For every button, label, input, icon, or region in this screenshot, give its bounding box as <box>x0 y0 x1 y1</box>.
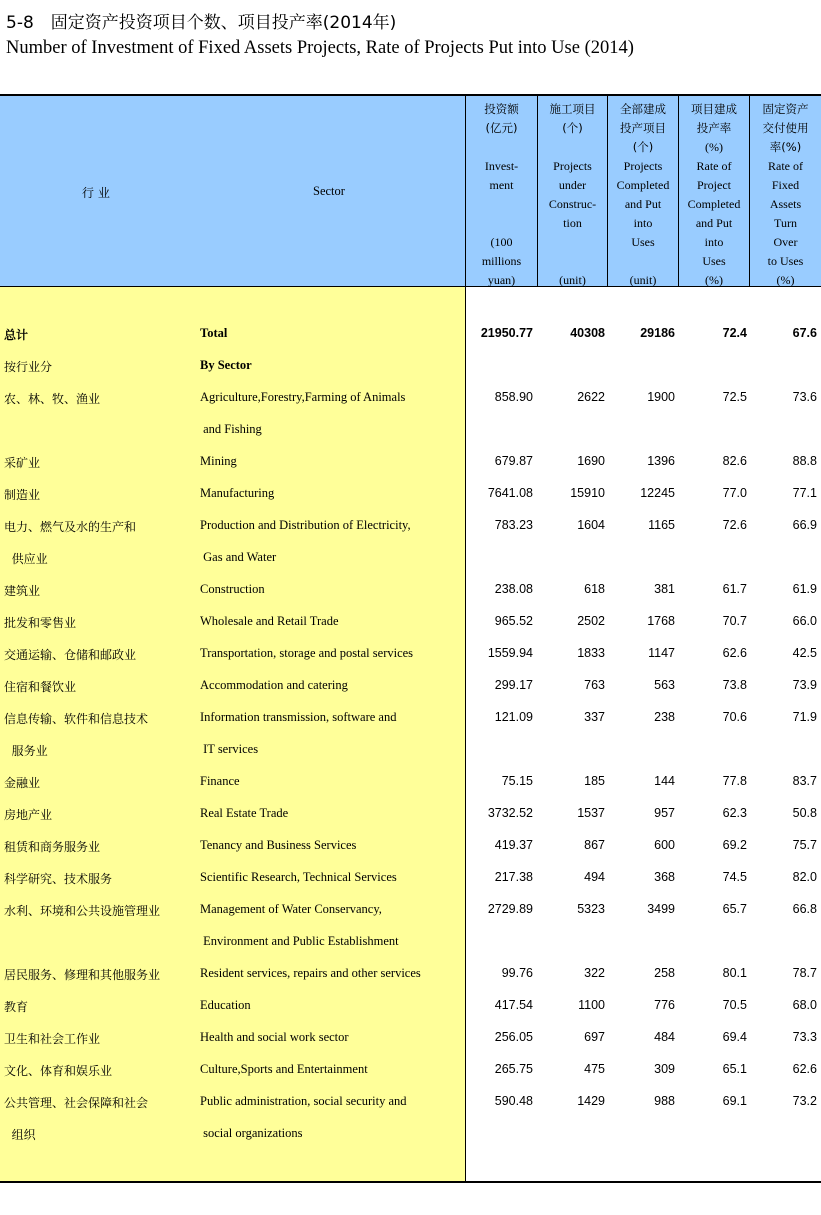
sector-name-chinese: 总计 <box>4 328 29 342</box>
projects-completed-value: 600 <box>654 838 675 852</box>
projects-completed-value: 12245 <box>640 486 675 500</box>
investment-value: 1559.94 <box>487 646 533 660</box>
investment-value: 419.37 <box>494 838 533 852</box>
column-header-line: into <box>704 235 724 249</box>
turnover-rate-value: 50.8 <box>792 806 817 820</box>
projects-under-construction-value: 475 <box>584 1062 605 1076</box>
investment-value: 75.15 <box>501 774 533 788</box>
sector-name-english: Education <box>200 998 251 1012</box>
investment-value: 417.54 <box>494 998 533 1012</box>
completion-rate-value: 61.7 <box>722 582 747 596</box>
projects-completed-value: 3499 <box>647 902 675 916</box>
completion-rate-value: 72.5 <box>722 390 747 404</box>
sector-name-chinese: 供应业 <box>4 552 48 566</box>
turnover-rate-value: 88.8 <box>792 454 817 468</box>
table-row <box>0 670 821 702</box>
sector-name-english: IT services <box>200 742 259 756</box>
column-header-line: to Uses <box>767 254 804 268</box>
sector-name-english: By Sector <box>200 358 252 372</box>
sector-name-english: Agriculture,Forestry,Farming of Animals <box>200 390 406 404</box>
header-sector-english: Sector <box>313 184 345 198</box>
projects-completed-value: 238 <box>654 710 675 724</box>
table-row <box>0 478 821 510</box>
projects-completed-value: 381 <box>654 582 675 596</box>
column-header-line: Invest- <box>484 159 519 173</box>
projects-under-construction-value: 1100 <box>578 998 605 1012</box>
projects-under-construction-value: 1537 <box>577 806 605 820</box>
projects-under-construction-value: 337 <box>584 710 605 724</box>
column-header-line: Fixed <box>771 178 800 192</box>
column-header-line: (unit) <box>629 273 657 287</box>
investment-value: 7641.08 <box>487 486 533 500</box>
column-header-line: Turn <box>774 216 797 230</box>
column-header-line: Completed <box>616 178 670 192</box>
investment-value: 238.08 <box>494 582 533 596</box>
turnover-rate-value: 66.0 <box>792 614 817 628</box>
column-header-line: 全部建成 <box>620 102 666 116</box>
column-header-line: tion <box>563 216 582 230</box>
completion-rate-value: 65.7 <box>722 902 747 916</box>
column-header-line: Construc- <box>548 197 597 211</box>
table-row <box>0 574 821 606</box>
column-header-line: (unit) <box>559 273 586 287</box>
column-header-line <box>466 214 537 233</box>
page-title-english: Number of Investment of Fixed Assets Projects, Rate of Projects Put into Use (2014) <box>6 38 634 58</box>
investment-value: 256.05 <box>494 1030 533 1044</box>
sector-name-english: social organizations <box>200 1126 303 1140</box>
completion-rate-value: 73.8 <box>722 678 747 692</box>
column-header-line: and Put <box>695 216 733 230</box>
column-header-line: (%) <box>776 273 795 287</box>
investment-value: 2729.89 <box>487 902 533 916</box>
sector-name-chinese: 电力、燃气及水的生产和 <box>4 520 137 534</box>
projects-under-construction-value: 618 <box>584 582 605 596</box>
table-row <box>0 446 821 478</box>
sector-name-chinese: 制造业 <box>4 488 41 502</box>
sector-name-chinese: 信息传输、软件和信息技术 <box>4 712 149 726</box>
table-row <box>0 958 821 990</box>
turnover-rate-value: 62.6 <box>792 1062 817 1076</box>
completion-rate-value: 70.6 <box>722 710 747 724</box>
table-row <box>0 894 821 926</box>
sector-name-english: Transportation, storage and postal services <box>200 646 414 660</box>
projects-under-construction-value: 494 <box>584 870 605 884</box>
projects-completed-value: 1165 <box>648 518 675 532</box>
projects-completed-value: 1768 <box>647 614 675 628</box>
sector-name-chinese: 水利、环境和公共设施管理业 <box>4 904 161 918</box>
turnover-rate-value: 83.7 <box>792 774 817 788</box>
projects-under-construction-value: 1690 <box>577 454 605 468</box>
table-row <box>0 830 821 862</box>
investment-value: 21950.77 <box>480 326 533 340</box>
projects-under-construction-value: 5323 <box>577 902 605 916</box>
turnover-rate-value: 68.0 <box>792 998 817 1012</box>
investment-value: 99.76 <box>501 966 533 980</box>
column-header-line: Assets <box>769 197 802 211</box>
completion-rate-value: 74.5 <box>722 870 747 884</box>
sector-name-english: Culture,Sports and Entertainment <box>200 1062 368 1076</box>
column-header-line: 投资额 <box>484 102 519 116</box>
table-row <box>0 926 821 958</box>
turnover-rate-value: 73.9 <box>792 678 817 692</box>
table-row <box>0 318 821 350</box>
projects-under-construction-value: 763 <box>584 678 605 692</box>
sector-name-english: Construction <box>200 582 265 596</box>
sector-name-chinese: 科学研究、技术服务 <box>4 872 113 886</box>
projects-under-construction-value: 40308 <box>570 326 605 340</box>
table-row <box>0 382 821 414</box>
completion-rate-value: 77.0 <box>722 486 747 500</box>
projects-under-construction-value: 1833 <box>577 646 605 660</box>
column-header-line: under <box>558 178 587 192</box>
sector-name-chinese: 公共管理、社会保障和社会 <box>4 1096 149 1110</box>
investment-value: 858.90 <box>494 390 533 404</box>
column-header-line: 固定资产 <box>762 102 809 116</box>
column-header-line: 交付使用 <box>762 121 809 135</box>
column-header-line: ment <box>489 178 514 192</box>
turnover-rate-value: 67.6 <box>792 326 817 340</box>
column-header-line: Project <box>697 178 731 192</box>
sector-name-chinese: 采矿业 <box>4 456 41 470</box>
turnover-rate-value: 73.2 <box>792 1094 817 1108</box>
table-row <box>0 990 821 1022</box>
table-row <box>0 734 821 766</box>
table-row <box>0 798 821 830</box>
projects-completed-value: 484 <box>654 1030 675 1044</box>
column-header-line: millions <box>481 254 522 268</box>
column-header <box>679 100 749 290</box>
column-header-line: Uses <box>631 235 655 249</box>
table-row <box>0 638 821 670</box>
sector-name-english: Mining <box>200 454 237 468</box>
page-title-chinese: 5-8 固定资产投资项目个数、项目投产率(2014年) <box>6 13 397 33</box>
turnover-rate-value: 61.9 <box>792 582 817 596</box>
completion-rate-value: 72.6 <box>722 518 747 532</box>
sector-name-chinese: 批发和零售业 <box>4 616 77 630</box>
sector-name-english: Scientific Research, Technical Services <box>200 870 397 884</box>
column-header-line: 项目建成 <box>691 102 737 116</box>
completion-rate-value: 69.1 <box>722 1094 747 1108</box>
sector-name-chinese: 卫生和社会工作业 <box>4 1032 101 1046</box>
column-header-line: 投产项目 <box>620 121 666 135</box>
investment-value: 217.38 <box>494 870 533 884</box>
column-header-line: Rate of <box>696 159 732 173</box>
projects-under-construction-value: 867 <box>584 838 605 852</box>
investment-value: 265.75 <box>494 1062 533 1076</box>
projects-under-construction-value: 2502 <box>577 614 605 628</box>
turnover-rate-value: 73.3 <box>792 1030 817 1044</box>
projects-under-construction-value: 697 <box>584 1030 605 1044</box>
table-row <box>0 1054 821 1086</box>
table-row <box>0 766 821 798</box>
projects-under-construction-value: 2622 <box>577 390 605 404</box>
sector-name-english: Accommodation and catering <box>200 678 348 692</box>
column-header-line: Projects <box>623 159 663 173</box>
turnover-rate-value: 78.7 <box>792 966 817 980</box>
completion-rate-value: 69.2 <box>722 838 747 852</box>
column-header-line: and Put <box>624 197 662 211</box>
table-row <box>0 1022 821 1054</box>
column-header-line: Over <box>773 235 798 249</box>
sector-name-english: Resident services, repairs and other services <box>200 966 421 980</box>
completion-rate-value: 80.1 <box>722 966 747 980</box>
turnover-rate-value: 71.9 <box>792 710 817 724</box>
column-header-line: (亿元) <box>485 121 518 135</box>
projects-under-construction-value: 1429 <box>577 1094 605 1108</box>
column-header-line: Rate of <box>768 159 803 173</box>
table-row <box>0 350 821 382</box>
sector-name-chinese: 按行业分 <box>4 360 53 374</box>
sector-name-chinese: 金融业 <box>4 776 41 790</box>
column-header-line: Projects <box>553 159 592 173</box>
projects-under-construction-value: 15910 <box>570 486 605 500</box>
column-header-line <box>538 233 607 252</box>
column-header-line: 率(%) <box>769 140 802 154</box>
investment-value: 679.87 <box>494 454 533 468</box>
investment-value: 3732.52 <box>487 806 533 820</box>
column-header-line <box>538 252 607 271</box>
column-header-line: (100 <box>490 235 513 249</box>
projects-completed-value: 776 <box>654 998 675 1012</box>
sector-name-chinese: 服务业 <box>4 744 48 758</box>
table-row <box>0 414 821 446</box>
sector-name-english: Real Estate Trade <box>200 806 289 820</box>
column-header-line: (个) <box>562 121 583 135</box>
data-table-body <box>0 318 821 1150</box>
completion-rate-value: 62.3 <box>722 806 747 820</box>
header-sector-chinese: 行 业 <box>82 186 110 200</box>
column-header-line: (%) <box>705 140 723 154</box>
sector-name-english: Management of Water Conservancy, <box>200 902 382 916</box>
completion-rate-value: 77.8 <box>722 774 747 788</box>
sector-name-english: Finance <box>200 774 240 788</box>
completion-rate-value: 62.6 <box>722 646 747 660</box>
investment-value: 590.48 <box>494 1094 533 1108</box>
sector-name-chinese: 文化、体育和娱乐业 <box>4 1064 113 1078</box>
turnover-rate-value: 82.0 <box>792 870 817 884</box>
sector-name-english: Gas and Water <box>200 550 277 564</box>
sector-name-english: Environment and Public Establishment <box>200 934 399 948</box>
table-bottom-rule <box>0 1181 821 1183</box>
sector-name-english: Production and Distribution of Electricity, <box>200 518 411 532</box>
column-header-line: Uses <box>702 254 726 268</box>
column-header-line: into <box>633 216 653 230</box>
table-row <box>0 702 821 734</box>
sector-name-english: Manufacturing <box>200 486 275 500</box>
projects-under-construction-value: 1604 <box>577 518 605 532</box>
turnover-rate-value: 77.1 <box>792 486 817 500</box>
completion-rate-value: 65.1 <box>722 1062 747 1076</box>
table-row <box>0 542 821 574</box>
sector-name-chinese: 租赁和商务服务业 <box>4 840 101 854</box>
sector-name-chinese: 组织 <box>4 1128 36 1142</box>
column-header-line: yuan) <box>487 273 516 287</box>
column-header <box>466 100 537 290</box>
column-header-line <box>608 252 678 271</box>
sector-name-chinese: 居民服务、修理和其他服务业 <box>4 968 161 982</box>
completion-rate-value: 69.4 <box>722 1030 747 1044</box>
column-header-line: (个) <box>632 140 654 154</box>
projects-completed-value: 144 <box>654 774 675 788</box>
column-header-line: (%) <box>705 273 723 287</box>
completion-rate-value: 70.7 <box>722 614 747 628</box>
projects-completed-value: 563 <box>654 678 675 692</box>
investment-value: 121.09 <box>494 710 533 724</box>
sector-name-english: Total <box>200 326 228 340</box>
investment-value: 783.23 <box>494 518 533 532</box>
table-row <box>0 510 821 542</box>
projects-completed-value: 309 <box>654 1062 675 1076</box>
sector-name-chinese: 交通运输、仓储和邮政业 <box>4 648 137 662</box>
investment-value: 299.17 <box>494 678 533 692</box>
projects-under-construction-value: 322 <box>584 966 605 980</box>
projects-completed-value: 957 <box>654 806 675 820</box>
turnover-rate-value: 66.8 <box>792 902 817 916</box>
sector-name-english: Wholesale and Retail Trade <box>200 614 339 628</box>
projects-completed-value: 29186 <box>640 326 675 340</box>
column-header-line <box>466 138 537 157</box>
sector-name-chinese: 房地产业 <box>4 808 53 822</box>
projects-completed-value: 1147 <box>648 646 675 660</box>
table-row <box>0 606 821 638</box>
sector-name-chinese: 建筑业 <box>4 584 41 598</box>
sector-name-english: and Fishing <box>200 422 262 436</box>
completion-rate-value: 70.5 <box>722 998 747 1012</box>
sector-name-english: Tenancy and Business Services <box>200 838 357 852</box>
projects-under-construction-value: 185 <box>584 774 605 788</box>
column-header-line: Completed <box>687 197 741 211</box>
sector-name-english: Information transmission, software and <box>200 710 397 724</box>
sector-name-chinese: 教育 <box>4 1000 29 1014</box>
turnover-rate-value: 66.9 <box>792 518 817 532</box>
projects-completed-value: 988 <box>654 1094 675 1108</box>
column-header <box>750 100 821 290</box>
column-header-line <box>466 195 537 214</box>
table-row <box>0 1118 821 1150</box>
completion-rate-value: 72.4 <box>722 326 747 340</box>
sector-name-english: Public administration, social security and <box>200 1094 407 1108</box>
column-header-line: 投产率 <box>696 121 732 135</box>
table-row <box>0 862 821 894</box>
sector-name-chinese: 农、林、牧、渔业 <box>4 392 101 406</box>
column-header-line: 施工项目 <box>549 102 596 116</box>
column-header <box>538 100 607 290</box>
investment-value: 965.52 <box>494 614 533 628</box>
turnover-rate-value: 73.6 <box>792 390 817 404</box>
projects-completed-value: 1396 <box>647 454 675 468</box>
projects-completed-value: 368 <box>654 870 675 884</box>
sector-name-chinese: 住宿和餐饮业 <box>4 680 77 694</box>
projects-completed-value: 258 <box>654 966 675 980</box>
table-top-rule <box>0 94 821 96</box>
sector-name-english: Health and social work sector <box>200 1030 349 1044</box>
column-header <box>608 100 678 290</box>
turnover-rate-value: 75.7 <box>792 838 817 852</box>
table-row <box>0 1086 821 1118</box>
completion-rate-value: 82.6 <box>722 454 747 468</box>
column-header-line <box>538 138 607 157</box>
projects-completed-value: 1900 <box>647 390 675 404</box>
turnover-rate-value: 42.5 <box>792 646 817 660</box>
